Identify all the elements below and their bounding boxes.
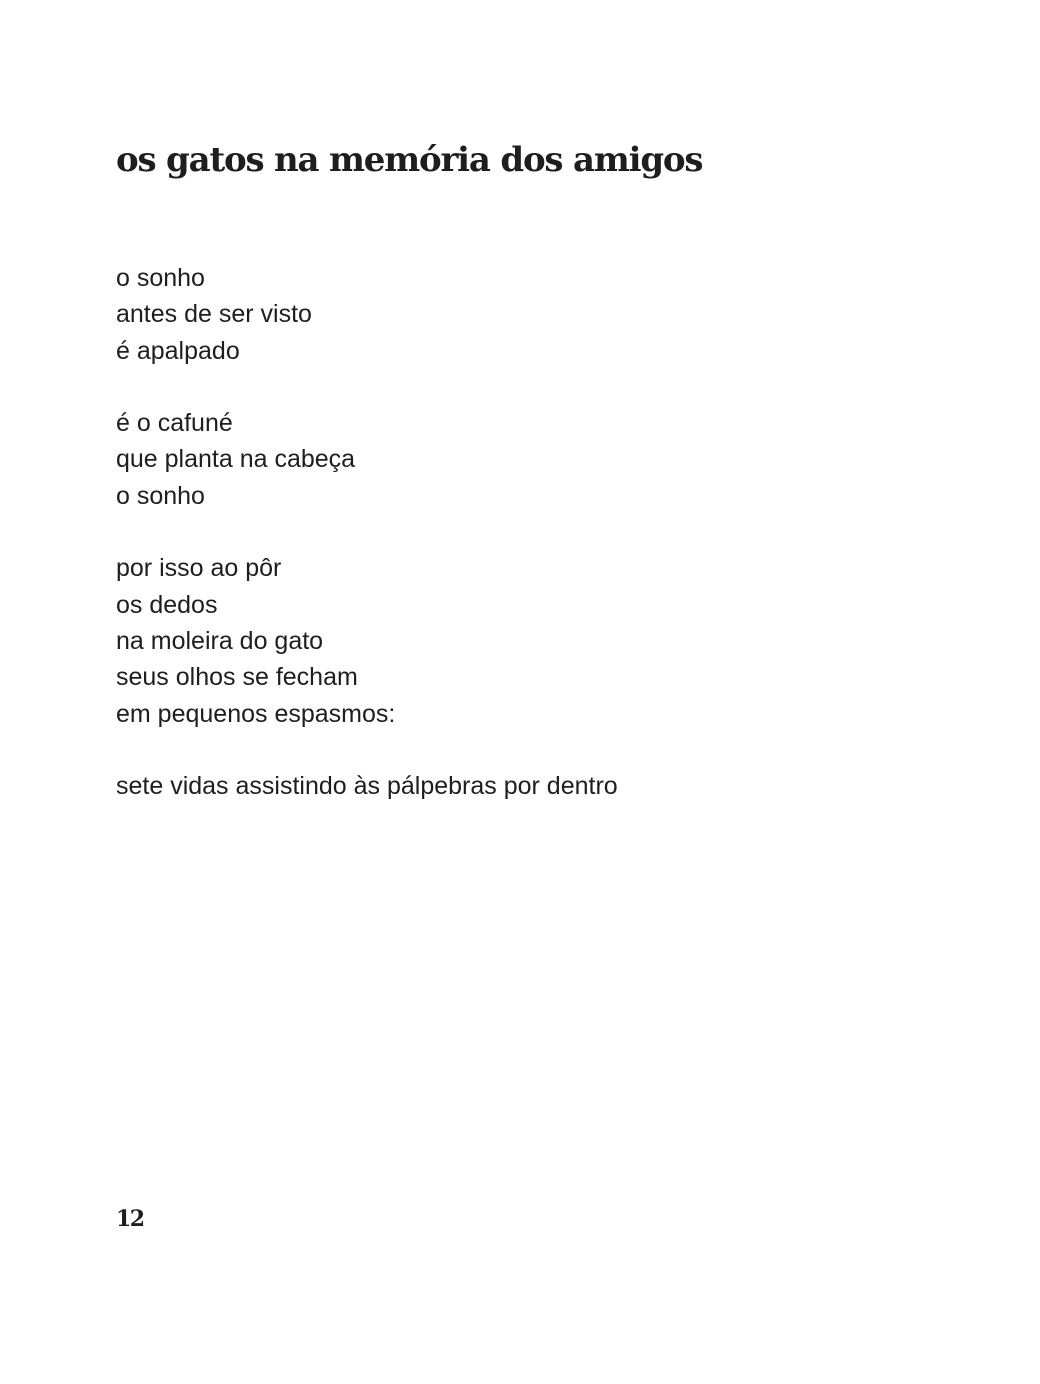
poem-line: que planta na cabeça [116, 445, 356, 474]
page-number: 12 [116, 1206, 144, 1232]
poem-line: os dedos [116, 590, 218, 619]
stanza [116, 405, 916, 514]
stanza [116, 768, 916, 804]
poem-line: por isso ao pôr [116, 554, 282, 583]
poem-line: o sonho [116, 481, 205, 510]
poem-line: em pequenos espasmos: [116, 699, 396, 728]
stanza [116, 550, 916, 731]
poem-line: o sonho [116, 264, 205, 292]
poem-body [116, 260, 916, 804]
poem-title: os gatos na memória dos amigos [116, 140, 703, 180]
stanza [116, 260, 916, 369]
poem-line: sete vidas assistindo às pálpebras por dentro [116, 772, 618, 801]
poem-line: antes de ser visto [116, 300, 312, 329]
poem-line: é o cafuné [116, 409, 233, 438]
poem-line: seus olhos se fecham [116, 663, 358, 692]
poem-line: é apalpado [116, 336, 240, 365]
poem-line: na moleira do gato [116, 626, 324, 655]
